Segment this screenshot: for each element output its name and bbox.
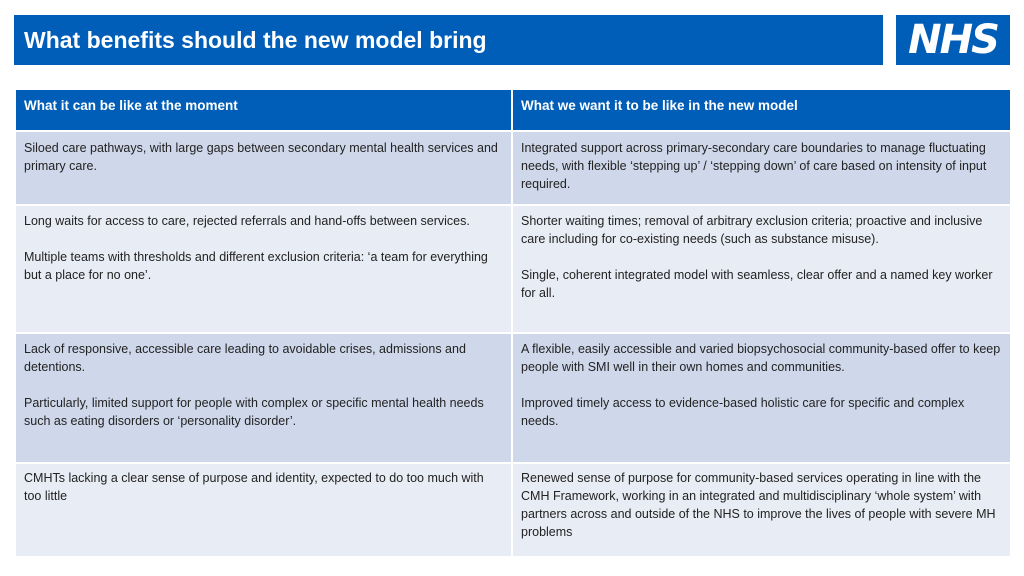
current-cell [15,333,512,463]
cell-text: Integrated support across primary-secondary care boundaries to manage fluctuating needs, with flexible ‘stepping up’ / ‘stepping down’ of care based on intensity of input required. [521,141,987,191]
cell-text: Renewed sense of purpose for community-based services operating in line with the CMH Framework, working in an integrated and multidisciplinary ‘whole system’ with partners across and outside of the NHS to improve the lives of people with severe MH problems [521,471,996,539]
table-row [15,205,1011,333]
future-cell [512,463,1011,557]
cell-text: Single, coherent integrated model with seamless, clear offer and a named key worker for all. [521,268,993,300]
cell-text: Particularly, limited support for people with complex or specific mental health needs such as eating disorders or ‘personality disorder’. [24,396,484,428]
current-cell [15,131,512,205]
future-cell [512,205,1011,333]
cell-text: A flexible, easily accessible and varied biopsychosocial community-based offer to keep people with SMI well in their own homes and communities. [521,342,1001,374]
cell-text: Lack of responsive, accessible care leading to avoidable crises, admissions and detentions. [24,342,466,374]
future-cell [512,131,1011,205]
table-row [15,463,1011,557]
table-header-row [15,89,1011,131]
column-header-current: What it can be like at the moment [15,89,512,131]
cell-text: Improved timely access to evidence-based holistic care for specific and complex needs. [521,396,965,428]
page-title: What benefits should the new model bring [14,15,883,65]
table-row [15,333,1011,463]
cell-text: Siloed care pathways, with large gaps between secondary mental health services and primary care. [24,141,498,173]
table-row [15,131,1011,205]
cell-text: CMHTs lacking a clear sense of purpose and identity, expected to do too much with too little [24,471,484,503]
cell-text: Long waits for access to care, rejected referrals and hand-offs between services. [24,214,470,228]
current-cell [15,205,512,333]
cell-text: Shorter waiting times; removal of arbitrary exclusion criteria; proactive and inclusive care including for co-existing needs (such as substance misuse). [521,214,983,246]
cell-text: Multiple teams with thresholds and different exclusion criteria: ‘a team for everything but a place for no one’. [24,250,488,282]
column-header-future: What we want it to be like in the new model [512,89,1011,131]
current-cell [15,463,512,557]
future-cell [512,333,1011,463]
nhs-logo-icon: NHS [896,15,1010,65]
benefits-table [14,88,1012,558]
